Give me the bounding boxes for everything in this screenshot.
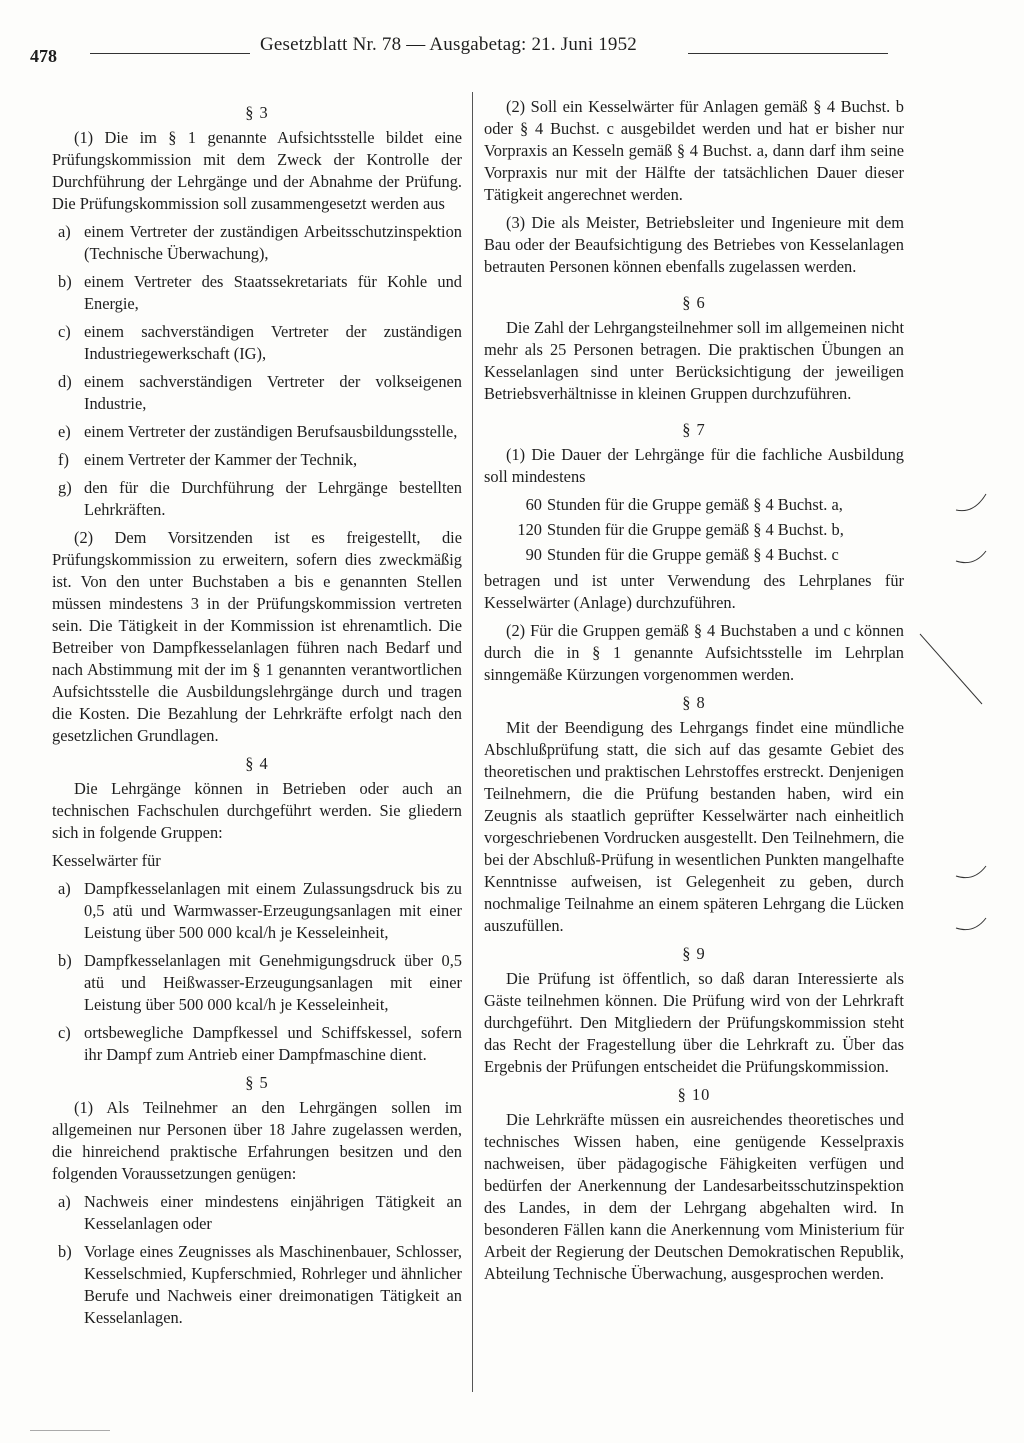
requirements-list (52, 1191, 462, 1329)
list-item-text: Nachweis einer mindestens einjährigen Tätigkeit an Kesselanlagen oder (84, 1192, 462, 1233)
right-column (484, 96, 904, 1291)
list-item-text: Dampfkesselanlagen mit einem Zulassungsdruck bis zu 0,5 atü und Warmwasser-Erzeugungsanlagen mit einer Leistung über 500 000 kcal/h je Kesseleinheit, (84, 879, 462, 942)
list-item-text: einem sachverständigen Vertreter der volkseigenen Industrie, (84, 372, 462, 413)
list-item (52, 449, 462, 471)
paragraph: (1) Die Dauer der Lehrgänge für die fachliche Ausbildung soll mindestens (484, 445, 904, 486)
list-item-text: den für die Durchführung der Lehrgänge bestellten Lehrkräften. (84, 478, 462, 519)
list-item-text: einem Vertreter des Staatssekretariats für Kohle und Energie, (84, 272, 462, 313)
list-item (52, 878, 462, 944)
list-lead: Kesselwärter für (52, 851, 161, 870)
hours-item (484, 544, 904, 566)
section-title: § 8 (682, 693, 706, 712)
paragraph: (2) Soll ein Kesselwärter für Anlagen gemäß § 4 Buchst. b oder § 4 Buchst. c ausgebildet werden und hat er bisher nur Vorpraxis an Kesseln gemäß § 4 Buchst. a, dann darf ihm seine Vorpraxis nur mit der Hälfte der tatsächlichen Dauer dieser Tätigkeit angerechnet werden. (484, 97, 904, 204)
list-item (52, 221, 462, 265)
list-item (52, 477, 462, 521)
list-item-text: einem Vertreter der Kammer der Technik, (84, 450, 358, 469)
boiler-groups-list (52, 878, 462, 1066)
paragraph: Die Zahl der Lehrgangsteilnehmer soll im allgemeinen nicht mehr als 25 Personen betragen. Die praktischen Übungen an Kesselanlagen sind unter Berücksichtigung der jeweiligen Betriebsverhältnisse in kleinen Gruppen durchzuführen. (484, 318, 904, 403)
list-item-label: a) (58, 222, 71, 241)
list-item-label: b) (58, 272, 72, 291)
hours-item (484, 519, 904, 541)
list-item (52, 1022, 462, 1066)
paragraph: (2) Für die Gruppen gemäß § 4 Buchstaben a und c können durch die in § 1 genannte Aufsichtsstelle im Lehrplan sinngemäße Kürzungen vorgenommen werden. (484, 621, 904, 684)
section-title: § 6 (682, 293, 706, 312)
list-item (52, 371, 462, 415)
bottom-rule (30, 1430, 110, 1431)
list-item-label: b) (58, 1242, 72, 1261)
list-item (52, 1191, 462, 1235)
paragraph: (2) Dem Vorsitzenden ist es freigestellt, die Prüfungskommission zu erweitern, sofern dies zweckmäßig ist. Von den unter Buchstaben a bis e genannten Stellen müssen mindestens 3 in der Prüfungskommission vertreten sein. Die Tätigkeit in der Kommission ist ehrenamtlich. Die Betreiber von Dampfkesselanlagen führen nach Bedarf und nach Abstimmung mit der im § 1 genannten verantwortlichen Aufsichtsstelle die Ausbildungslehrgänge durch und tragen die Kosten. Die Bezahlung der Lehrkräfte erfolgt nach den gesetzlichen Grundlagen. (52, 528, 462, 745)
section-title: § 9 (682, 944, 706, 963)
list-item-label: a) (58, 1192, 71, 1211)
list-item-label: b) (58, 951, 72, 970)
paragraph: (1) Die im § 1 genannte Aufsichtsstelle bildet eine Prüfungskommission mit dem Zweck der Kontrolle der Durchführung der Lehrgänge und der Abnahme der Prüfung. Die Prüfungskommission soll zusammengesetzt werden aus (52, 128, 462, 213)
section-title: § 7 (682, 420, 706, 439)
list-item-text: einem Vertreter der zuständigen Arbeitsschutzinspektion (Technische Überwachung), (84, 222, 462, 263)
paragraph: betragen und ist unter Verwendung des Lehrplanes für Kesselwärter (Anlage) durchzuführen. (484, 571, 904, 612)
list-item (52, 950, 462, 1016)
list-item-label: e) (58, 422, 71, 441)
hours-text: Stunden für die Gruppe gemäß § 4 Buchst. a, (547, 495, 843, 514)
margin-mark (952, 860, 992, 890)
section-title: § 10 (677, 1085, 711, 1104)
list-item-label: g) (58, 478, 72, 497)
page-number: 478 (30, 46, 57, 66)
hours-value: 90 (525, 545, 542, 564)
hours-text: Stunden für die Gruppe gemäß § 4 Buchst. b, (547, 520, 844, 539)
list-item-text: einem sachverständigen Vertreter der zuständigen Industriegewerkschaft (IG), (84, 322, 462, 363)
paragraph: Mit der Beendigung des Lehrgangs findet eine mündliche Abschlußprüfung statt, die sich auf das gesamte Gebiet des theoretischen und praktischen Lehrstoffes erstreckt. Denjenigen Teilnehmern, die die Prüfung bestanden haben, wird ein Zeugnis als staatlich geprüfter Kesselwärter nach einheitlich vorgeschriebenen Vordrucken ausgestellt. Den Teilnehmern, die bei der Abschluß-Prüfung in wesentlichen Punkten mangelhafte Kenntnisse aufweisen, ist Gelegenheit zu geben, durch nochmalige Teilnahme an einem späteren Lehrgang die Lücken auszufüllen. (484, 718, 904, 935)
list-item (52, 271, 462, 315)
list-item-label: d) (58, 372, 72, 391)
hours-text: Stunden für die Gruppe gemäß § 4 Buchst. c (547, 545, 839, 564)
margin-mark (916, 630, 986, 710)
left-column (52, 96, 462, 1335)
paragraph: (3) Die als Meister, Betriebsleiter und Ingenieure mit dem Bau oder der Beaufsichtigung des Betriebes von Kesselanlagen betrauten Personen können ebenfalls zugelassen werden. (484, 213, 904, 276)
page-header (30, 32, 890, 66)
margin-mark (952, 490, 992, 520)
paragraph: (1) Als Teilnehmer an den Lehrgängen sollen im allgemeinen nur Personen über 18 Jahre zugelassen werden, die hinreichend praktische Erfahrungen besitzen und den folgenden Voraussetzungen genügen: (52, 1098, 462, 1183)
list-item-text: Vorlage eines Zeugnisses als Maschinenbauer, Schlosser, Kesselschmied, Kupferschmied, Rohrleger und ähnlicher Berufe und Nachweis einer dreimonatigen Tätigkeit an Kesselanlagen. (84, 1242, 462, 1327)
hours-item (484, 494, 904, 516)
list-item-label: c) (58, 1023, 71, 1042)
list-item-label: c) (58, 322, 71, 341)
paragraph: Die Prüfung ist öffentlich, so daß daran Interessierte als Gäste teilnehmen können. Die Prüfung wird von der Lehrkraft durchgeführt. Den Mitgliedern der Prüfungskommission steht das Recht der Fragestellung über die Lehrkraft zu. Über das Ergebnis der Prüfungen entscheidet die Prüfungskommission. (484, 969, 904, 1076)
commission-members-list (52, 221, 462, 521)
list-item (52, 421, 462, 443)
column-divider (472, 92, 473, 1392)
paragraph: Die Lehrgänge können in Betrieben oder auch an technischen Fachschulen durchgeführt werden. Sie gliedern sich in folgende Gruppen: (52, 779, 462, 842)
margin-mark (952, 912, 992, 942)
list-item-text: Dampfkesselanlagen mit Genehmigungsdruck über 0,5 atü und Heißwasser-Erzeugungsanlagen mit einer Leistung über 500 000 kcal/h je Kesseleinheit, (84, 951, 462, 1014)
list-item-label: a) (58, 879, 71, 898)
list-item-label: f) (58, 450, 69, 469)
section-title: § 3 (245, 103, 269, 122)
header-rule-left (90, 53, 250, 54)
list-item (52, 1241, 462, 1329)
margin-mark (952, 545, 992, 575)
list-item-text: einem Vertreter der zuständigen Berufsausbildungsstelle, (84, 422, 458, 441)
hours-value: 120 (517, 520, 542, 539)
header-rule-right (688, 53, 888, 54)
section-title: § 4 (245, 754, 269, 773)
list-item (52, 321, 462, 365)
hours-value: 60 (525, 495, 542, 514)
section-title: § 5 (245, 1073, 269, 1092)
list-item-text: ortsbewegliche Dampfkessel und Schiffskessel, sofern ihr Dampf zum Antrieb einer Dampfmaschine dient. (84, 1023, 462, 1064)
hours-list (484, 494, 904, 566)
paragraph: Die Lehrkräfte müssen ein ausreichendes theoretisches und technisches Wissen haben, eine genügende Kesselpraxis nachweisen, über pädagogische Fähigkeiten verfügen und bedürfen der Anerkennung der Landesarbeitsschutzinspektion des Landes, in dem der Lehrgang abgehalten wird. In besonderen Fällen kann die Anerkennung vom Ministerium für Arbeit der Regierung der Deutschen Demokratischen Republik, Abteilung Technische Überwachung, ausgesprochen werden. (484, 1110, 904, 1283)
header-title: Gesetzblatt Nr. 78 — Ausgabetag: 21. Juni 1952 (260, 34, 638, 55)
